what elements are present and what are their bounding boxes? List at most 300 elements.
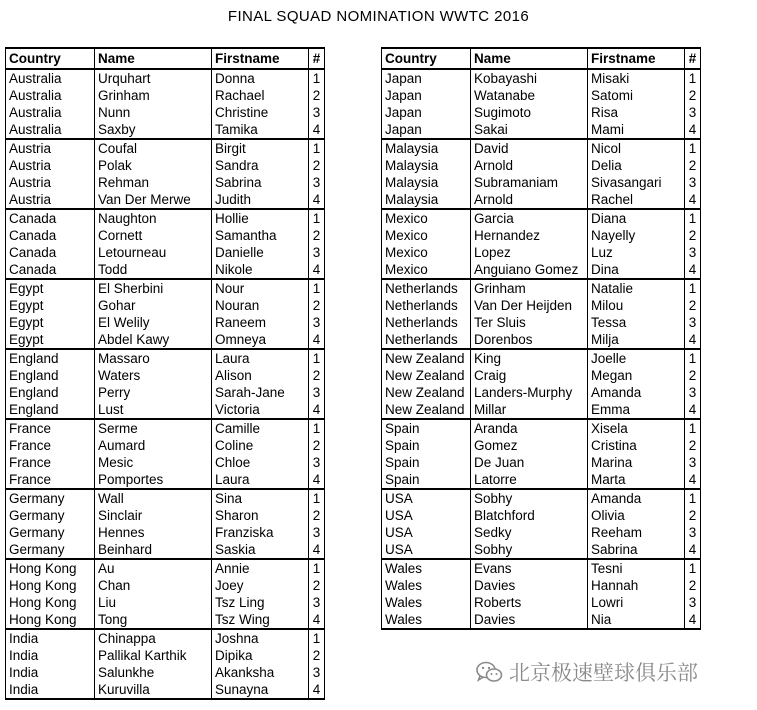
country-cell: England [6,349,95,367]
surname-cell: Watanabe [471,87,588,104]
table-row [6,471,325,489]
table-row [6,87,325,104]
firstname-cell: Mami [588,121,685,139]
country-cell: Mexico [382,244,471,261]
surname-cell: Serme [95,419,212,437]
number-header: # [685,48,701,69]
number-cell: 1 [685,209,701,227]
table-row [6,69,325,87]
table-row [6,367,325,384]
surname-cell: Sugimoto [471,104,588,121]
number-cell: 3 [309,104,325,121]
country-cell: Germany [6,541,95,559]
number-cell: 3 [309,384,325,401]
firstname-cell: Marta [588,471,685,489]
number-cell: 3 [309,594,325,611]
firstname-cell: Tesni [588,559,685,577]
country-cell: England [6,401,95,419]
table-row [382,367,701,384]
surname-cell: Aumard [95,437,212,454]
firstname-cell: Sarah-Jane [212,384,309,401]
firstname-cell: Xisela [588,419,685,437]
firstname-cell: Marina [588,454,685,471]
country-cell: USA [382,507,471,524]
surname-cell: Mesic [95,454,212,471]
firstname-cell: Satomi [588,87,685,104]
surname-cell: Nunn [95,104,212,121]
country-cell: Canada [6,209,95,227]
firstname-cell: Coline [212,437,309,454]
country-cell: New Zealand [382,349,471,367]
country-cell: Germany [6,489,95,507]
table-row [382,541,701,559]
table-row [382,104,701,121]
country-cell: India [6,681,95,699]
surname-cell: Roberts [471,594,588,611]
surname-cell: Chinappa [95,629,212,647]
surname-cell: Tong [95,611,212,629]
firstname-cell: Nia [588,611,685,629]
firstname-cell: Akanksha [212,664,309,681]
firstname-cell: Nouran [212,297,309,314]
table-row [6,349,325,367]
number-cell: 3 [685,524,701,541]
firstname-cell: Emma [588,401,685,419]
country-cell: Japan [382,104,471,121]
country-cell: Spain [382,437,471,454]
number-cell: 3 [685,594,701,611]
country-cell: Wales [382,611,471,629]
country-cell: New Zealand [382,367,471,384]
firstname-cell: Natalie [588,279,685,297]
number-cell: 3 [309,314,325,331]
squad-table-right [381,47,701,630]
table-row [6,331,325,349]
country-cell: Hong Kong [6,559,95,577]
table-row [6,524,325,541]
number-cell: 3 [685,244,701,261]
firstname-cell: Donna [212,69,309,87]
number-cell: 4 [309,121,325,139]
country-cell: India [6,629,95,647]
number-cell: 4 [309,331,325,349]
country-cell: Austria [6,174,95,191]
country-cell: England [6,367,95,384]
surname-cell: Liu [95,594,212,611]
table-row [6,139,325,157]
firstname-cell: Risa [588,104,685,121]
table-row [382,454,701,471]
firstname-cell: Saskia [212,541,309,559]
firstname-cell: Christine [212,104,309,121]
firstname-cell: Lowri [588,594,685,611]
country-cell: France [6,471,95,489]
table-row [6,104,325,121]
number-cell: 4 [309,611,325,629]
number-cell: 3 [685,384,701,401]
country-cell: Austria [6,191,95,209]
surname-cell: Lust [95,401,212,419]
country-cell: France [6,454,95,471]
country-cell: Australia [6,87,95,104]
wechat-icon [475,660,503,684]
table-row [382,524,701,541]
firstname-cell: Victoria [212,401,309,419]
firstname-cell: Nicol [588,139,685,157]
firstname-cell: Megan [588,367,685,384]
number-cell: 4 [685,331,701,349]
table-row [382,401,701,419]
country-cell: Canada [6,227,95,244]
table-row [382,507,701,524]
firstname-header: Firstname [212,48,309,69]
number-cell: 2 [685,157,701,174]
surname-cell: Grinham [471,279,588,297]
surname-cell: Hernandez [471,227,588,244]
country-cell: India [6,664,95,681]
country-cell: Netherlands [382,314,471,331]
country-cell: Australia [6,121,95,139]
table-row [6,209,325,227]
firstname-cell: Alison [212,367,309,384]
table-row [6,629,325,647]
table-row [382,349,701,367]
firstname-cell: Sunayna [212,681,309,699]
firstname-cell: Danielle [212,244,309,261]
firstname-cell: Dipika [212,647,309,664]
number-cell: 2 [685,577,701,594]
firstname-cell: Omneya [212,331,309,349]
number-cell: 2 [685,367,701,384]
number-cell: 4 [685,401,701,419]
table-row [382,419,701,437]
surname-cell: Sakai [471,121,588,139]
table-row [382,121,701,139]
number-cell: 1 [685,489,701,507]
surname-cell: Todd [95,261,212,279]
table-row [6,437,325,454]
number-cell: 1 [685,279,701,297]
country-cell: Canada [6,244,95,261]
table-row [382,157,701,174]
country-cell: Mexico [382,261,471,279]
table-row [6,121,325,139]
country-cell: Germany [6,507,95,524]
firstname-cell: Olivia [588,507,685,524]
surname-cell: Arnold [471,157,588,174]
country-cell: Spain [382,471,471,489]
surname-cell: Saxby [95,121,212,139]
number-cell: 4 [685,611,701,629]
country-cell: Mexico [382,209,471,227]
table-row [382,139,701,157]
table-row [382,279,701,297]
table-row [382,489,701,507]
table-row [6,541,325,559]
table-row [6,227,325,244]
country-cell: England [6,384,95,401]
surname-cell: Gohar [95,297,212,314]
number-cell: 2 [309,647,325,664]
number-cell: 2 [309,87,325,104]
table-row [382,314,701,331]
surname-cell: Evans [471,559,588,577]
surname-cell: Abdel Kawy [95,331,212,349]
surname-cell: Urquhart [95,69,212,87]
number-cell: 3 [309,664,325,681]
firstname-cell: Joey [212,577,309,594]
surname-cell: Salunkhe [95,664,212,681]
firstname-cell: Joelle [588,349,685,367]
country-cell: Wales [382,594,471,611]
surname-cell: Perry [95,384,212,401]
table-row [382,227,701,244]
table-row [6,157,325,174]
country-cell: Germany [6,524,95,541]
surname-cell: David [471,139,588,157]
firstname-cell: Cristina [588,437,685,454]
number-cell: 1 [309,69,325,87]
table-row [6,261,325,279]
firstname-cell: Chloe [212,454,309,471]
table-row [382,611,701,629]
table-row [382,471,701,489]
surname-cell: Ter Sluis [471,314,588,331]
table-row [382,191,701,209]
number-cell: 1 [309,419,325,437]
table-row [382,384,701,401]
table-row [382,577,701,594]
country-cell: France [6,437,95,454]
surname-cell: Sedky [471,524,588,541]
firstname-cell: Hannah [588,577,685,594]
table-row [6,191,325,209]
country-cell: Egypt [6,279,95,297]
table-row [382,87,701,104]
surname-cell: Garcia [471,209,588,227]
number-cell: 2 [309,577,325,594]
table-row [6,454,325,471]
surname-cell: Sinclair [95,507,212,524]
country-cell: Mexico [382,227,471,244]
number-cell: 2 [309,297,325,314]
table-row [6,401,325,419]
country-cell: New Zealand [382,384,471,401]
surname-cell: El Sherbini [95,279,212,297]
firstname-cell: Milou [588,297,685,314]
surname-cell: Wall [95,489,212,507]
country-cell: Malaysia [382,191,471,209]
firstname-cell: Sina [212,489,309,507]
firstname-cell: Judith [212,191,309,209]
country-cell: India [6,647,95,664]
country-cell: USA [382,541,471,559]
country-cell: Hong Kong [6,577,95,594]
name-header: Name [95,48,212,69]
firstname-cell: Luz [588,244,685,261]
number-cell: 4 [685,261,701,279]
number-cell: 4 [309,681,325,699]
table-row [382,244,701,261]
surname-cell: Davies [471,611,588,629]
firstname-cell: Sivasangari [588,174,685,191]
number-cell: 2 [685,87,701,104]
firstname-cell: Nour [212,279,309,297]
number-cell: 1 [309,349,325,367]
table-row [382,174,701,191]
number-cell: 1 [309,629,325,647]
firstname-cell: Joshna [212,629,309,647]
firstname-cell: Diana [588,209,685,227]
header-row [6,48,325,69]
surname-cell: Letourneau [95,244,212,261]
firstname-cell: Raneem [212,314,309,331]
firstname-cell: Delia [588,157,685,174]
firstname-cell: Nayelly [588,227,685,244]
number-cell: 2 [309,157,325,174]
firstname-cell: Tsz Ling [212,594,309,611]
table-row [6,681,325,699]
firstname-cell: Camille [212,419,309,437]
country-cell: Australia [6,69,95,87]
surname-cell: Grinham [95,87,212,104]
number-cell: 3 [685,314,701,331]
surname-cell: El Welily [95,314,212,331]
firstname-cell: Rachel [588,191,685,209]
surname-cell: Chan [95,577,212,594]
firstname-header: Firstname [588,48,685,69]
surname-cell: Millar [471,401,588,419]
number-cell: 2 [685,507,701,524]
country-cell: New Zealand [382,401,471,419]
surname-cell: Pomportes [95,471,212,489]
country-cell: Wales [382,559,471,577]
firstname-cell: Annie [212,559,309,577]
number-cell: 1 [309,559,325,577]
firstname-cell: Laura [212,471,309,489]
country-cell: Malaysia [382,157,471,174]
table-row [6,611,325,629]
surname-cell: Sobhy [471,489,588,507]
surname-cell: Sobhy [471,541,588,559]
country-cell: Canada [6,261,95,279]
surname-cell: Van Der Merwe [95,191,212,209]
surname-cell: Au [95,559,212,577]
number-cell: 4 [685,471,701,489]
number-cell: 1 [685,139,701,157]
watermark [475,657,698,687]
table-row [6,244,325,261]
number-cell: 1 [685,349,701,367]
country-cell: Egypt [6,297,95,314]
header-row [382,48,701,69]
firstname-cell: Sabrina [588,541,685,559]
surname-cell: King [471,349,588,367]
firstname-cell: Reeham [588,524,685,541]
number-cell: 2 [309,227,325,244]
surname-cell: Coufal [95,139,212,157]
number-cell: 1 [309,209,325,227]
country-cell: Egypt [6,331,95,349]
number-cell: 2 [685,437,701,454]
surname-cell: Subramaniam [471,174,588,191]
surname-cell: Aranda [471,419,588,437]
table-row [6,314,325,331]
firstname-cell: Amanda [588,384,685,401]
table-row [6,419,325,437]
surname-cell: Kuruvilla [95,681,212,699]
number-cell: 1 [309,489,325,507]
surname-cell: Lopez [471,244,588,261]
surname-cell: Van Der Heijden [471,297,588,314]
country-cell: Japan [382,87,471,104]
surname-cell: Naughton [95,209,212,227]
surname-cell: Craig [471,367,588,384]
firstname-cell: Sabrina [212,174,309,191]
country-cell: Austria [6,139,95,157]
table-row [6,647,325,664]
surname-cell: Gomez [471,437,588,454]
number-cell: 4 [685,541,701,559]
firstname-cell: Tessa [588,314,685,331]
table-row [6,174,325,191]
country-cell: Austria [6,157,95,174]
number-cell: 2 [309,437,325,454]
table-row [6,664,325,681]
firstname-cell: Amanda [588,489,685,507]
country-cell: Spain [382,419,471,437]
surname-cell: Rehman [95,174,212,191]
firstname-cell: Milja [588,331,685,349]
watermark-text: 北京极速壁球俱乐部 [509,662,698,685]
surname-cell: Hennes [95,524,212,541]
number-cell: 1 [685,559,701,577]
table-row [6,489,325,507]
firstname-cell: Hollie [212,209,309,227]
firstname-cell: Tamika [212,121,309,139]
country-header: Country [6,48,95,69]
number-cell: 1 [309,139,325,157]
number-cell: 3 [309,244,325,261]
table-row [382,437,701,454]
number-cell: 4 [309,261,325,279]
number-cell: 1 [685,419,701,437]
number-cell: 2 [309,507,325,524]
table-row [6,559,325,577]
table-row [382,69,701,87]
table-row [382,209,701,227]
number-cell: 1 [685,69,701,87]
surname-cell: Arnold [471,191,588,209]
number-cell: 4 [309,191,325,209]
surname-cell: Kobayashi [471,69,588,87]
country-cell: Netherlands [382,297,471,314]
number-cell: 3 [685,104,701,121]
country-cell: Netherlands [382,331,471,349]
surname-cell: Massaro [95,349,212,367]
number-cell: 3 [309,454,325,471]
firstname-cell: Franziska [212,524,309,541]
number-header: # [309,48,325,69]
firstname-cell: Sandra [212,157,309,174]
surname-cell: Cornett [95,227,212,244]
country-cell: Wales [382,577,471,594]
table-row [382,297,701,314]
country-cell: Hong Kong [6,594,95,611]
table-row [6,507,325,524]
surname-cell: Davies [471,577,588,594]
surname-cell: Latorre [471,471,588,489]
